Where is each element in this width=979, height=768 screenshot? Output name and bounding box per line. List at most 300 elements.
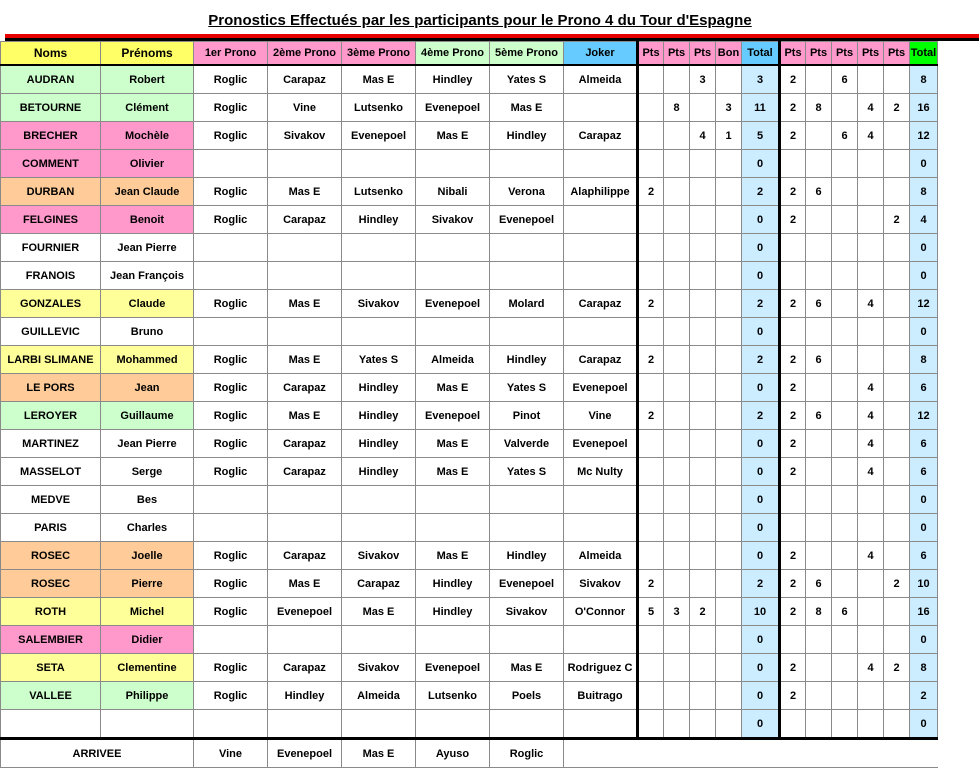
cell-pts[interactable] [690, 234, 716, 262]
cell-prono[interactable] [342, 262, 416, 290]
cell-pts2[interactable]: 6 [832, 65, 858, 94]
cell-pts2[interactable] [884, 514, 910, 542]
cell-prenom[interactable]: Bes [101, 486, 194, 514]
cell-pts[interactable] [638, 122, 664, 150]
cell-pts2[interactable]: 2 [780, 458, 806, 486]
cell-total[interactable]: 0 [742, 626, 780, 654]
cell-prono[interactable]: Carapaz [268, 458, 342, 486]
cell-prono[interactable]: Roglic [194, 542, 268, 570]
cell-bon[interactable] [716, 430, 742, 458]
cell-prono[interactable] [194, 710, 268, 739]
cell-prenom[interactable]: Mochèle [101, 122, 194, 150]
cell-total[interactable]: 0 [742, 234, 780, 262]
cell-pts[interactable] [664, 346, 690, 374]
cell-prono[interactable]: Mas E [268, 178, 342, 206]
cell-nom[interactable]: COMMENT [1, 150, 101, 178]
cell-pts2[interactable] [832, 430, 858, 458]
cell-total2[interactable]: 6 [910, 458, 938, 486]
cell-pts2[interactable]: 2 [780, 346, 806, 374]
cell-pts[interactable] [690, 150, 716, 178]
cell-nom[interactable]: FOURNIER [1, 234, 101, 262]
cell-pts2[interactable] [806, 682, 832, 710]
cell-joker[interactable] [564, 318, 638, 346]
cell-prono[interactable] [194, 318, 268, 346]
cell-pts[interactable] [690, 402, 716, 430]
cell-prenom[interactable]: Joelle [101, 542, 194, 570]
cell-total2[interactable]: 16 [910, 94, 938, 122]
cell-prono[interactable] [342, 318, 416, 346]
cell-pts[interactable] [690, 262, 716, 290]
cell-prono[interactable]: Sivakov [416, 206, 490, 234]
cell-prenom[interactable]: Jean François [101, 262, 194, 290]
cell-pts[interactable] [664, 514, 690, 542]
cell-pts2[interactable]: 4 [858, 430, 884, 458]
cell-pts2[interactable]: 2 [780, 94, 806, 122]
cell-pts2[interactable] [884, 178, 910, 206]
cell-prono[interactable]: Pinot [490, 402, 564, 430]
cell-pts2[interactable] [832, 150, 858, 178]
cell-prono[interactable] [342, 486, 416, 514]
cell-pts[interactable] [690, 542, 716, 570]
cell-prono[interactable]: Sivakov [342, 654, 416, 682]
cell-prono[interactable] [194, 514, 268, 542]
cell-prono[interactable]: Mas E [268, 290, 342, 318]
cell-total[interactable]: 0 [742, 206, 780, 234]
cell-total[interactable]: 2 [742, 178, 780, 206]
cell-prono[interactable] [268, 318, 342, 346]
cell-bon[interactable] [716, 346, 742, 374]
cell-prono[interactable]: Roglic [194, 290, 268, 318]
cell-prono[interactable] [416, 150, 490, 178]
cell-pts2[interactable]: 2 [780, 654, 806, 682]
cell-pts2[interactable]: 4 [858, 654, 884, 682]
cell-prono[interactable]: Roglic [194, 122, 268, 150]
cell-joker[interactable] [564, 514, 638, 542]
cell-pts[interactable] [638, 514, 664, 542]
cell-pts2[interactable] [806, 206, 832, 234]
cell-pts[interactable] [638, 234, 664, 262]
cell-prono[interactable]: Mas E [416, 542, 490, 570]
cell-pts2[interactable] [884, 542, 910, 570]
cell-joker[interactable] [564, 206, 638, 234]
cell-pts[interactable] [690, 654, 716, 682]
cell-bon[interactable] [716, 234, 742, 262]
cell-prono[interactable]: Mas E [268, 402, 342, 430]
cell-prono[interactable]: Hindley [342, 458, 416, 486]
cell-pts2[interactable]: 4 [858, 402, 884, 430]
cell-prono[interactable]: Poels [490, 682, 564, 710]
cell-pts[interactable] [690, 458, 716, 486]
cell-prono[interactable] [194, 150, 268, 178]
cell-pts2[interactable]: 8 [806, 94, 832, 122]
cell-prono[interactable] [490, 234, 564, 262]
cell-pts2[interactable] [806, 234, 832, 262]
cell-total2[interactable]: 2 [910, 682, 938, 710]
cell-pts[interactable] [638, 150, 664, 178]
cell-pts[interactable] [664, 150, 690, 178]
cell-pts2[interactable] [832, 262, 858, 290]
cell-pts2[interactable] [832, 94, 858, 122]
cell-nom[interactable]: GUILLEVIC [1, 318, 101, 346]
cell-prono[interactable]: Hindley [490, 122, 564, 150]
cell-total[interactable]: 0 [742, 262, 780, 290]
cell-pts[interactable] [664, 626, 690, 654]
cell-prono[interactable] [416, 262, 490, 290]
cell-pts2[interactable]: 4 [858, 122, 884, 150]
cell-total[interactable]: 2 [742, 346, 780, 374]
cell-pts2[interactable] [884, 290, 910, 318]
cell-prono[interactable]: Sivakov [342, 290, 416, 318]
cell-total[interactable]: 10 [742, 598, 780, 626]
cell-prono[interactable]: Valverde [490, 430, 564, 458]
cell-nom[interactable]: FELGINES [1, 206, 101, 234]
cell-pts2[interactable]: 6 [806, 346, 832, 374]
cell-joker[interactable]: Carapaz [564, 290, 638, 318]
cell-prono[interactable]: Roglic [194, 178, 268, 206]
cell-pts2[interactable] [858, 346, 884, 374]
cell-pts2[interactable] [806, 262, 832, 290]
cell-pts2[interactable]: 2 [780, 542, 806, 570]
cell-prono[interactable] [490, 150, 564, 178]
cell-total2[interactable]: 0 [910, 150, 938, 178]
cell-pts[interactable] [690, 430, 716, 458]
cell-pts2[interactable] [832, 234, 858, 262]
cell-pts2[interactable]: 2 [884, 206, 910, 234]
cell-pts2[interactable] [858, 234, 884, 262]
cell-total[interactable]: 0 [742, 150, 780, 178]
cell-pts2[interactable] [806, 458, 832, 486]
cell-pts[interactable]: 3 [690, 65, 716, 94]
cell-pts[interactable] [638, 710, 664, 739]
cell-pts[interactable] [638, 682, 664, 710]
cell-prono[interactable]: Mas E [490, 654, 564, 682]
cell-pts2[interactable]: 2 [780, 122, 806, 150]
cell-pts2[interactable] [832, 402, 858, 430]
cell-total2[interactable]: 0 [910, 626, 938, 654]
arrivee-prono[interactable]: Ayuso [416, 739, 490, 768]
cell-total2[interactable]: 4 [910, 206, 938, 234]
cell-nom[interactable]: MASSELOT [1, 458, 101, 486]
cell-pts2[interactable] [884, 710, 910, 739]
cell-pts2[interactable]: 2 [884, 94, 910, 122]
cell-pts2[interactable]: 2 [780, 178, 806, 206]
cell-pts[interactable] [690, 318, 716, 346]
cell-prono[interactable]: Verona [490, 178, 564, 206]
cell-bon[interactable] [716, 682, 742, 710]
cell-pts[interactable]: 2 [638, 178, 664, 206]
cell-pts[interactable] [664, 682, 690, 710]
cell-pts2[interactable] [806, 654, 832, 682]
cell-pts2[interactable] [884, 65, 910, 94]
cell-prono[interactable]: Roglic [194, 682, 268, 710]
cell-bon[interactable] [716, 150, 742, 178]
cell-prenom[interactable]: Clementine [101, 654, 194, 682]
cell-bon[interactable] [716, 458, 742, 486]
cell-prono[interactable] [490, 318, 564, 346]
cell-pts[interactable] [690, 206, 716, 234]
cell-pts2[interactable] [780, 514, 806, 542]
cell-pts2[interactable] [884, 150, 910, 178]
cell-prono[interactable] [268, 626, 342, 654]
cell-pts2[interactable] [832, 570, 858, 598]
cell-prono[interactable]: Hindley [342, 374, 416, 402]
cell-bon[interactable] [716, 65, 742, 94]
cell-bon[interactable] [716, 486, 742, 514]
cell-total[interactable]: 0 [742, 710, 780, 739]
cell-nom[interactable]: SETA [1, 654, 101, 682]
cell-prono[interactable] [342, 234, 416, 262]
cell-prenom[interactable]: Clément [101, 94, 194, 122]
cell-pts2[interactable] [806, 486, 832, 514]
cell-pts[interactable] [638, 486, 664, 514]
cell-pts[interactable]: 4 [690, 122, 716, 150]
cell-pts[interactable] [690, 682, 716, 710]
cell-nom[interactable]: DURBAN [1, 178, 101, 206]
cell-prono[interactable]: Mas E [342, 598, 416, 626]
cell-pts2[interactable] [806, 710, 832, 739]
cell-prono[interactable]: Sivakov [490, 598, 564, 626]
cell-total[interactable]: 0 [742, 458, 780, 486]
cell-total[interactable]: 0 [742, 374, 780, 402]
cell-prenom[interactable]: Didier [101, 626, 194, 654]
cell-pts2[interactable] [858, 598, 884, 626]
cell-prono[interactable] [268, 710, 342, 739]
cell-prono[interactable] [416, 318, 490, 346]
cell-total[interactable]: 2 [742, 402, 780, 430]
cell-total2[interactable]: 16 [910, 598, 938, 626]
cell-pts[interactable] [638, 374, 664, 402]
cell-nom[interactable]: ROSEC [1, 542, 101, 570]
cell-prono[interactable]: Sivakov [268, 122, 342, 150]
cell-pts2[interactable] [806, 65, 832, 94]
cell-prono[interactable] [268, 514, 342, 542]
cell-pts2[interactable] [780, 150, 806, 178]
cell-prono[interactable]: Roglic [194, 374, 268, 402]
cell-prono[interactable]: Roglic [194, 206, 268, 234]
cell-prono[interactable]: Hindley [490, 542, 564, 570]
cell-total[interactable]: 5 [742, 122, 780, 150]
cell-pts[interactable] [690, 290, 716, 318]
cell-prono[interactable] [416, 486, 490, 514]
cell-pts2[interactable] [832, 458, 858, 486]
cell-pts2[interactable] [858, 682, 884, 710]
cell-total2[interactable]: 0 [910, 710, 938, 739]
cell-pts[interactable] [664, 654, 690, 682]
cell-pts[interactable] [690, 514, 716, 542]
cell-pts[interactable] [690, 178, 716, 206]
cell-prono[interactable]: Mas E [490, 94, 564, 122]
cell-pts2[interactable]: 8 [806, 598, 832, 626]
cell-bon[interactable]: 3 [716, 94, 742, 122]
cell-pts2[interactable] [858, 514, 884, 542]
cell-total2[interactable]: 8 [910, 654, 938, 682]
cell-prono[interactable] [268, 234, 342, 262]
cell-joker[interactable] [564, 262, 638, 290]
cell-prenom[interactable]: Jean Claude [101, 178, 194, 206]
cell-pts2[interactable] [806, 122, 832, 150]
cell-total[interactable]: 0 [742, 542, 780, 570]
cell-pts[interactable] [664, 178, 690, 206]
cell-total2[interactable]: 6 [910, 430, 938, 458]
cell-pts2[interactable]: 6 [806, 178, 832, 206]
cell-pts[interactable]: 2 [638, 570, 664, 598]
cell-pts[interactable] [690, 570, 716, 598]
arrivee-label[interactable]: ARRIVEE [1, 739, 194, 768]
cell-prenom[interactable]: Charles [101, 514, 194, 542]
cell-bon[interactable] [716, 514, 742, 542]
cell-pts[interactable] [664, 318, 690, 346]
cell-pts2[interactable] [832, 318, 858, 346]
cell-pts[interactable] [638, 542, 664, 570]
arrivee-prono[interactable]: Roglic [490, 739, 564, 768]
cell-pts[interactable] [664, 570, 690, 598]
cell-bon[interactable] [716, 542, 742, 570]
cell-prono[interactable]: Mas E [342, 65, 416, 94]
cell-pts[interactable] [638, 458, 664, 486]
cell-prono[interactable]: Almeida [342, 682, 416, 710]
cell-prono[interactable]: Roglic [194, 598, 268, 626]
cell-pts2[interactable]: 2 [780, 374, 806, 402]
cell-pts2[interactable] [832, 710, 858, 739]
cell-nom[interactable]: PARIS [1, 514, 101, 542]
cell-pts[interactable] [638, 65, 664, 94]
cell-joker[interactable]: Alaphilippe [564, 178, 638, 206]
cell-prono[interactable] [194, 626, 268, 654]
cell-prono[interactable] [268, 150, 342, 178]
cell-pts2[interactable] [884, 598, 910, 626]
cell-prono[interactable]: Lutsenko [342, 94, 416, 122]
cell-pts[interactable] [690, 710, 716, 739]
cell-nom[interactable]: VALLEE [1, 682, 101, 710]
cell-prono[interactable]: Evenepoel [416, 654, 490, 682]
cell-bon[interactable] [716, 710, 742, 739]
cell-pts[interactable] [664, 374, 690, 402]
cell-pts2[interactable] [858, 150, 884, 178]
cell-pts2[interactable]: 2 [780, 682, 806, 710]
cell-prono[interactable] [416, 234, 490, 262]
cell-total[interactable]: 2 [742, 290, 780, 318]
cell-total[interactable]: 0 [742, 486, 780, 514]
cell-prono[interactable]: Carapaz [268, 430, 342, 458]
cell-bon[interactable] [716, 262, 742, 290]
cell-prono[interactable]: Roglic [194, 654, 268, 682]
cell-prono[interactable]: Yates S [490, 374, 564, 402]
cell-prono[interactable]: Roglic [194, 402, 268, 430]
cell-pts2[interactable] [832, 626, 858, 654]
cell-pts[interactable]: 5 [638, 598, 664, 626]
cell-prono[interactable] [490, 514, 564, 542]
cell-pts2[interactable] [832, 682, 858, 710]
cell-pts[interactable] [638, 654, 664, 682]
cell-total2[interactable]: 8 [910, 346, 938, 374]
cell-prono[interactable]: Lutsenko [342, 178, 416, 206]
cell-pts2[interactable] [806, 374, 832, 402]
cell-prono[interactable]: Mas E [268, 346, 342, 374]
cell-total2[interactable]: 12 [910, 122, 938, 150]
cell-pts[interactable] [638, 318, 664, 346]
cell-bon[interactable] [716, 206, 742, 234]
cell-pts[interactable] [664, 542, 690, 570]
cell-nom[interactable]: ROTH [1, 598, 101, 626]
cell-total2[interactable]: 0 [910, 234, 938, 262]
cell-pts2[interactable]: 2 [780, 402, 806, 430]
cell-pts2[interactable] [858, 710, 884, 739]
cell-total[interactable]: 0 [742, 514, 780, 542]
cell-total[interactable]: 0 [742, 654, 780, 682]
cell-prono[interactable]: Carapaz [268, 542, 342, 570]
cell-prono[interactable]: Roglic [194, 458, 268, 486]
cell-pts2[interactable] [858, 262, 884, 290]
cell-prono[interactable]: Mas E [268, 570, 342, 598]
cell-pts2[interactable] [858, 570, 884, 598]
cell-prono[interactable]: Yates S [490, 458, 564, 486]
cell-pts2[interactable] [858, 318, 884, 346]
cell-pts2[interactable]: 6 [832, 598, 858, 626]
cell-prono[interactable]: Evenepoel [490, 570, 564, 598]
arrivee-prono[interactable]: Evenepoel [268, 739, 342, 768]
cell-prono[interactable] [194, 262, 268, 290]
cell-pts2[interactable] [858, 206, 884, 234]
cell-nom[interactable]: BRECHER [1, 122, 101, 150]
cell-joker[interactable] [564, 94, 638, 122]
cell-prono[interactable] [416, 710, 490, 739]
cell-total[interactable]: 0 [742, 318, 780, 346]
cell-prenom[interactable]: Jean Pierre [101, 234, 194, 262]
cell-prono[interactable]: Vine [268, 94, 342, 122]
cell-joker[interactable] [564, 710, 638, 739]
cell-prono[interactable]: Hindley [490, 346, 564, 374]
cell-total2[interactable]: 0 [910, 514, 938, 542]
cell-nom[interactable]: FRANOIS [1, 262, 101, 290]
arrivee-prono[interactable]: Mas E [342, 739, 416, 768]
cell-pts2[interactable] [858, 178, 884, 206]
cell-prono[interactable]: Carapaz [342, 570, 416, 598]
cell-pts2[interactable]: 4 [858, 94, 884, 122]
cell-pts[interactable] [664, 710, 690, 739]
cell-pts2[interactable] [780, 626, 806, 654]
cell-prono[interactable]: Hindley [342, 402, 416, 430]
cell-joker[interactable]: Carapaz [564, 122, 638, 150]
cell-pts2[interactable] [832, 542, 858, 570]
cell-prono[interactable]: Carapaz [268, 374, 342, 402]
cell-prono[interactable] [490, 710, 564, 739]
cell-pts2[interactable] [858, 626, 884, 654]
cell-prono[interactable] [194, 486, 268, 514]
cell-prenom[interactable]: Serge [101, 458, 194, 486]
cell-joker[interactable]: Evenepoel [564, 374, 638, 402]
cell-pts[interactable] [638, 262, 664, 290]
cell-pts2[interactable] [832, 654, 858, 682]
cell-prono[interactable] [194, 234, 268, 262]
cell-pts[interactable] [664, 486, 690, 514]
cell-prenom[interactable]: Bruno [101, 318, 194, 346]
cell-pts2[interactable] [884, 262, 910, 290]
cell-pts2[interactable] [832, 178, 858, 206]
cell-joker[interactable]: Carapaz [564, 346, 638, 374]
cell-prono[interactable]: Hindley [268, 682, 342, 710]
cell-joker[interactable]: Almeida [564, 65, 638, 94]
cell-prono[interactable]: Evenepoel [342, 122, 416, 150]
cell-prono[interactable]: Carapaz [268, 654, 342, 682]
cell-pts[interactable] [664, 430, 690, 458]
cell-pts2[interactable]: 2 [780, 206, 806, 234]
cell-joker[interactable]: Evenepoel [564, 430, 638, 458]
cell-pts2[interactable] [806, 542, 832, 570]
cell-prono[interactable] [268, 486, 342, 514]
cell-pts[interactable] [664, 290, 690, 318]
cell-pts2[interactable] [806, 318, 832, 346]
cell-nom[interactable]: LE PORS [1, 374, 101, 402]
